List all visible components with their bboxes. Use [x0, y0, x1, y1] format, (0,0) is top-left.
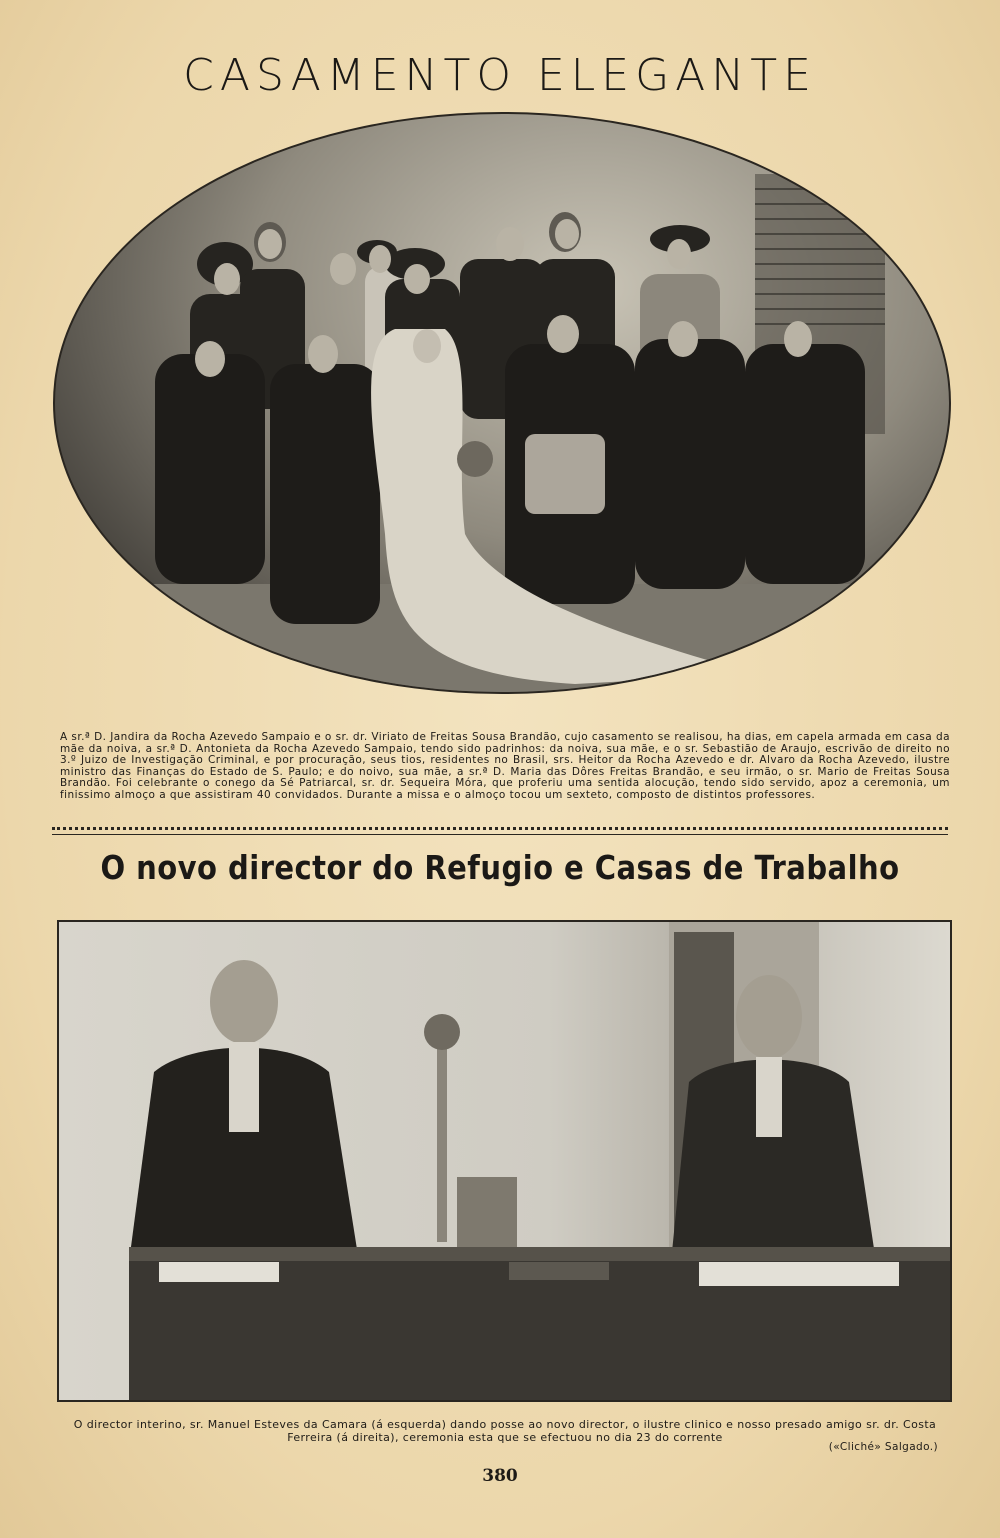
wedding-caption: A sr.ª D. Jandira da Rocha Azevedo Sampaio e o sr. dr. Viriato de Freitas Sousa Brandão, cujo casamento se realisou, ha dias, em capela armada em casa da mãe da noiva, a sr.ª D. Antonieta da Rocha Azevedo Sampaio, tendo sido padrinhos: da noiva, sua mãe, e o sr. Sebastião de Araujo, escrivão de direito no 3.º Juizo de Investigação Criminal, e por procuração, seus tios, residentes no Brasil, srs. Heitor da Rocha Azevedo e dr. Alvaro da Rocha Azevedo, ilustre ministro das Finanças do Estado de S. Paulo; e do noivo, sua mãe, a sr.ª D. Maria das Dôres Freitas Brandão, e seu irmão, o sr. Mario de Freitas Sousa Brandão. Foi celebrante o conego da Sé Patriarcal, sr. dr. Sequeira Móra, que proferiu uma sentida alocução, tendo sido servido, apoz a ceremonia, um finissimo almoço a que assistiram 40 convidados. Durante a missa e o almoço tocou um sexteto, composto de distintos professores.	[60, 731, 950, 801]
director-caption: O director interino, sr. Manuel Esteves da Camara (á esquerda) dando posse ao novo director, o ilustre clinico e nosso presado amigo sr. dr. Costa Ferreira (á direita), ceremonia esta que se efectuou no dia 23 do corrente	[73, 1418, 937, 1444]
page-number: 380	[482, 1466, 518, 1486]
wedding-photo-illustration	[55, 114, 949, 692]
director-photo-illustration	[59, 922, 950, 1400]
section-divider-line	[52, 834, 948, 835]
wedding-group-photo	[53, 112, 951, 694]
photo-credit: («Cliché» Salgado.)	[828, 1441, 938, 1453]
director-ceremony-photo	[57, 920, 952, 1402]
section-divider	[52, 827, 948, 830]
article-title-wedding: CASAMENTO ELEGANTE	[183, 50, 817, 101]
article-title-director: O novo director do Refugio e Casas de Trabalho	[100, 848, 900, 887]
